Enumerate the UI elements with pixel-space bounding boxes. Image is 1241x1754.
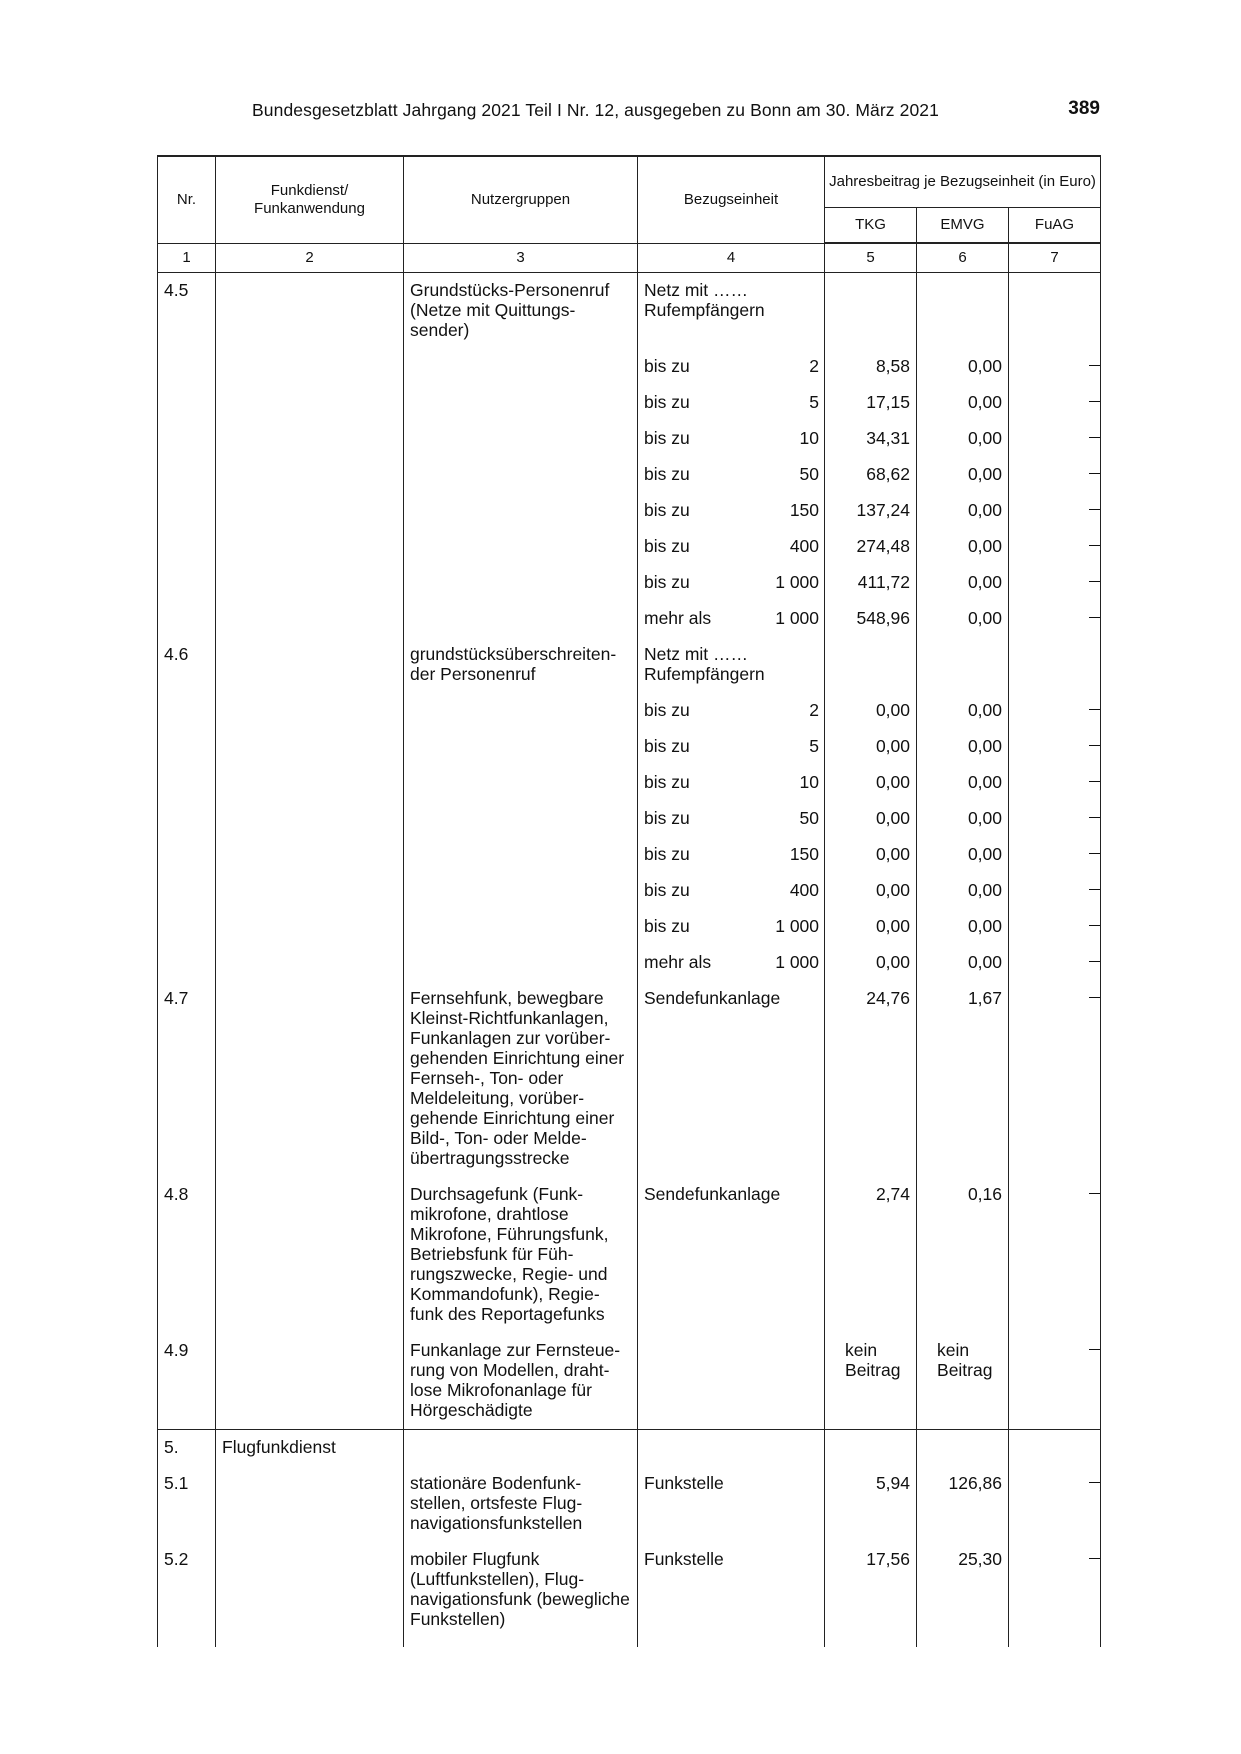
cell-nutzergruppen [404,801,638,837]
cell-funkdienst [216,693,404,729]
cell-fuag [1009,601,1101,637]
cell-nutzergruppen [404,729,638,765]
cell-tkg: 2,74 [825,1177,917,1333]
cell-bezugseinheit: bis zu [638,529,761,565]
column-number: 4 [638,243,825,273]
column-number-row [158,243,1101,273]
cell-nr [158,693,216,729]
cell-tkg: 0,00 [825,765,917,801]
cell-funkdienst [216,1333,404,1430]
cell-fuag [1009,457,1101,493]
cell-menge: 400 [761,529,825,565]
table-row [158,1333,1101,1430]
table-row [158,1466,1101,1542]
cell-funkdienst [216,385,404,421]
cell-funkdienst [216,801,404,837]
cell-emvg [917,1430,1009,1467]
dash-mark [1089,1482,1100,1483]
dash-mark [1089,745,1100,746]
cell-emvg: 0,00 [917,945,1009,981]
cell-funkdienst [216,273,404,350]
col-header-funkdienst: Funkdienst/ Funkanwendung [216,156,404,243]
cell-nutzergruppen [404,601,638,637]
cell-menge [761,1333,825,1430]
cell-fuag [1009,945,1101,981]
cell-nutzergruppen [404,693,638,729]
cell-menge: 50 [761,457,825,493]
cell-emvg: 0,00 [917,529,1009,565]
cell-tkg: 34,31 [825,421,917,457]
cell-menge: 400 [761,873,825,909]
cell-nutzergruppen [404,385,638,421]
cell-funkdienst [216,493,404,529]
col-header-nr: Nr. [158,156,216,243]
table-row [158,1542,1101,1647]
column-number: 2 [216,243,404,273]
cell-funkdienst [216,601,404,637]
cell-bezugseinheit: Funkstelle [638,1542,761,1647]
cell-bezugseinheit: bis zu [638,801,761,837]
cell-funkdienst [216,729,404,765]
cell-funkdienst [216,1542,404,1647]
cell-menge: 2 [761,693,825,729]
cell-bezugseinheit [638,1333,761,1430]
cell-fuag [1009,1542,1101,1647]
cell-bezugseinheit: mehr als [638,601,761,637]
cell-bezugseinheit: bis zu [638,349,761,385]
cell-tkg [825,273,917,350]
cell-fuag [1009,273,1101,350]
cell-funkdienst [216,765,404,801]
cell-funkdienst [216,873,404,909]
cell-fuag [1009,1466,1101,1542]
cell-emvg: 0,00 [917,837,1009,873]
cell-nr [158,421,216,457]
cell-tkg: 0,00 [825,801,917,837]
cell-menge: 2 [761,349,825,385]
cell-tkg: 411,72 [825,565,917,601]
cell-bezugseinheit: bis zu [638,909,761,945]
dash-mark [1089,545,1100,546]
cell-bezugseinheit: Netz mit …… Rufempfängern [638,273,761,350]
table-row [158,273,1101,350]
cell-menge [761,1430,825,1467]
col-header-nutzergruppen: Nutzergruppen [404,156,638,243]
cell-nutzergruppen [404,457,638,493]
dash-mark [1089,781,1100,782]
cell-bezugseinheit: bis zu [638,693,761,729]
cell-fuag [1009,349,1101,385]
cell-bezugseinheit: bis zu [638,729,761,765]
cell-nutzergruppen: Fernsehfunk, bewegbare Kleinst-Richtfunkanlagen, Funkanlagen zur vorüber-gehenden Einrichtung einer Fernseh-, Ton- oder Meldeleitung, vorüber-gehende Einrichtung einer Bild-, Ton- oder Melde-übertragungsstrecke [404,981,638,1177]
cell-fuag [1009,693,1101,729]
cell-nutzergruppen [404,909,638,945]
dash-mark [1089,473,1100,474]
cell-tkg: 5,94 [825,1466,917,1542]
column-number: 1 [158,243,216,273]
cell-nr [158,801,216,837]
page-header [252,98,1100,126]
cell-nr [158,873,216,909]
table-row [158,529,1101,565]
cell-tkg: 17,56 [825,1542,917,1647]
cell-funkdienst [216,837,404,873]
cell-tkg: 0,00 [825,837,917,873]
dash-mark [1089,365,1100,366]
cell-nr: 5. [158,1430,216,1467]
col-header-bezugseinheit: Bezugseinheit [638,156,825,243]
cell-nutzergruppen [404,1430,638,1467]
cell-funkdienst: Flugfunkdienst [216,1430,404,1467]
cell-emvg: 0,00 [917,457,1009,493]
cell-bezugseinheit: bis zu [638,421,761,457]
cell-nr: 4.7 [158,981,216,1177]
cell-nr [158,909,216,945]
table-row [158,909,1101,945]
col-header-jahresbeitrag: Jahresbeitrag je Bezugseinheit (in Euro) [825,156,1101,208]
cell-nr [158,349,216,385]
cell-menge: 1 000 [761,565,825,601]
cell-emvg: 0,00 [917,385,1009,421]
table-row [158,637,1101,693]
cell-menge: 5 [761,385,825,421]
cell-nutzergruppen [404,493,638,529]
column-number: 3 [404,243,638,273]
table-row [158,837,1101,873]
column-number: 6 [917,243,1009,273]
cell-emvg: 0,00 [917,909,1009,945]
cell-emvg: 0,00 [917,765,1009,801]
cell-menge: 50 [761,801,825,837]
cell-nutzergruppen: Funkanlage zur Fernsteue-rung von Modellen, draht-lose Mikrofonanlage für Hörgeschädigte [404,1333,638,1430]
cell-fuag [1009,801,1101,837]
cell-nr: 5.1 [158,1466,216,1542]
cell-nr [158,837,216,873]
cell-tkg: 548,96 [825,601,917,637]
table-row [158,421,1101,457]
column-number: 7 [1009,243,1101,273]
cell-fuag [1009,1177,1101,1333]
cell-funkdienst [216,945,404,981]
cell-menge: 5 [761,729,825,765]
cell-bezugseinheit: mehr als [638,945,761,981]
dash-mark [1089,997,1100,998]
cell-nr: 4.5 [158,273,216,350]
table-row [158,873,1101,909]
dash-mark [1089,853,1100,854]
cell-bezugseinheit: Sendefunkanlage [638,1177,761,1333]
cell-nutzergruppen [404,421,638,457]
table-row [158,1430,1101,1467]
cell-fuag [1009,729,1101,765]
table-body [158,273,1101,1648]
cell-fuag [1009,765,1101,801]
cell-nutzergruppen [404,837,638,873]
cell-emvg: 25,30 [917,1542,1009,1647]
cell-fuag [1009,493,1101,529]
cell-tkg: 274,48 [825,529,917,565]
cell-tkg [825,1430,917,1467]
cell-emvg: 0,00 [917,565,1009,601]
cell-nutzergruppen [404,529,638,565]
cell-fuag [1009,981,1101,1177]
dash-mark [1089,889,1100,890]
cell-nutzergruppen: stationäre Bodenfunk-stellen, ortsfeste Flug-navigationsfunkstellen [404,1466,638,1542]
dash-mark [1089,401,1100,402]
cell-nutzergruppen [404,765,638,801]
dash-mark [1089,581,1100,582]
cell-bezugseinheit: bis zu [638,385,761,421]
col-header-fuag: FuAG [1009,208,1101,244]
cell-nr [158,729,216,765]
fee-table [157,155,1101,1647]
cell-nr [158,565,216,601]
cell-bezugseinheit: Funkstelle [638,1466,761,1542]
table-row [158,565,1101,601]
cell-bezugseinheit: Sendefunkanlage [638,981,761,1177]
table-row [158,493,1101,529]
dash-mark [1089,817,1100,818]
cell-tkg: 0,00 [825,909,917,945]
cell-funkdienst [216,349,404,385]
table-row [158,693,1101,729]
cell-funkdienst [216,529,404,565]
table-row [158,349,1101,385]
cell-funkdienst [216,421,404,457]
cell-menge: 1 000 [761,945,825,981]
cell-nr: 5.2 [158,1542,216,1647]
cell-funkdienst [216,637,404,693]
cell-fuag [1009,837,1101,873]
cell-tkg: 24,76 [825,981,917,1177]
cell-emvg: 0,00 [917,693,1009,729]
page-number: 389 [1068,98,1100,119]
cell-emvg: 0,00 [917,349,1009,385]
table-row [158,801,1101,837]
cell-nutzergruppen: grundstücksüberschreiten-der Personenruf [404,637,638,693]
col-header-tkg: TKG [825,208,917,244]
cell-fuag [1009,565,1101,601]
cell-fuag [1009,873,1101,909]
cell-fuag [1009,385,1101,421]
cell-nr [158,493,216,529]
cell-tkg: 17,15 [825,385,917,421]
table-row [158,945,1101,981]
cell-nutzergruppen [404,873,638,909]
cell-tkg [825,637,917,693]
dash-mark [1089,437,1100,438]
cell-bezugseinheit: Netz mit …… Rufempfängern [638,637,761,693]
cell-fuag [1009,1333,1101,1430]
dash-mark [1089,1349,1100,1350]
dash-mark [1089,1558,1100,1559]
cell-emvg [917,273,1009,350]
cell-menge [761,637,825,693]
table-row [158,981,1101,1177]
cell-emvg: 0,00 [917,421,1009,457]
cell-emvg: kein Beitrag [917,1333,1009,1430]
cell-funkdienst [216,981,404,1177]
cell-nr: 4.6 [158,637,216,693]
cell-funkdienst [216,565,404,601]
cell-fuag [1009,529,1101,565]
cell-nr [158,385,216,421]
dash-mark [1089,925,1100,926]
table-row [158,765,1101,801]
cell-tkg: 0,00 [825,945,917,981]
cell-emvg: 0,00 [917,729,1009,765]
cell-fuag [1009,1430,1101,1467]
table-row [158,729,1101,765]
cell-nr: 4.9 [158,1333,216,1430]
cell-menge: 1 000 [761,601,825,637]
cell-emvg: 0,00 [917,493,1009,529]
cell-fuag [1009,637,1101,693]
dash-mark [1089,709,1100,710]
cell-nutzergruppen: Durchsagefunk (Funk-mikrofone, drahtlose Mikrofone, Führungsfunk, Betriebsfunk für Füh-rungszwecke, Regie- und Kommandofunk), Regie-funk des Reportagefunks [404,1177,638,1333]
cell-funkdienst [216,909,404,945]
cell-menge [761,1466,825,1542]
cell-funkdienst [216,1177,404,1333]
cell-tkg: kein Beitrag [825,1333,917,1430]
cell-nr [158,765,216,801]
cell-menge [761,1542,825,1647]
cell-tkg: 137,24 [825,493,917,529]
cell-fuag [1009,421,1101,457]
cell-tkg: 68,62 [825,457,917,493]
cell-menge [761,981,825,1177]
cell-funkdienst [216,457,404,493]
cell-menge: 10 [761,765,825,801]
table-row [158,1177,1101,1333]
dash-mark [1089,617,1100,618]
col-header-emvg: EMVG [917,208,1009,244]
dash-mark [1089,509,1100,510]
cell-emvg: 0,00 [917,601,1009,637]
cell-emvg: 0,16 [917,1177,1009,1333]
table-row [158,457,1101,493]
running-title: Bundesgesetzblatt Jahrgang 2021 Teil I Nr. 12, ausgegeben zu Bonn am 30. März 2021 [252,100,939,120]
cell-emvg: 0,00 [917,873,1009,909]
cell-tkg: 0,00 [825,693,917,729]
cell-menge: 150 [761,837,825,873]
cell-emvg: 126,86 [917,1466,1009,1542]
cell-emvg [917,637,1009,693]
cell-bezugseinheit: bis zu [638,837,761,873]
cell-nr [158,529,216,565]
cell-nutzergruppen: mobiler Flugfunk (Luftfunkstellen), Flug-navigationsfunk (bewegliche Funkstellen) [404,1542,638,1647]
cell-tkg: 0,00 [825,873,917,909]
cell-menge [761,273,825,350]
cell-nr [158,457,216,493]
cell-bezugseinheit: bis zu [638,765,761,801]
cell-nr: 4.8 [158,1177,216,1333]
cell-menge: 150 [761,493,825,529]
table-row [158,601,1101,637]
dash-mark [1089,1193,1100,1194]
cell-nutzergruppen [404,349,638,385]
cell-nutzergruppen [404,945,638,981]
cell-emvg: 1,67 [917,981,1009,1177]
cell-funkdienst [216,1466,404,1542]
table-row [158,385,1101,421]
cell-nutzergruppen [404,565,638,601]
cell-nutzergruppen: Grundstücks-Personenruf (Netze mit Quittungs-sender) [404,273,638,350]
cell-bezugseinheit: bis zu [638,565,761,601]
cell-bezugseinheit: bis zu [638,457,761,493]
cell-bezugseinheit [638,1430,761,1467]
cell-bezugseinheit: bis zu [638,493,761,529]
cell-fuag [1009,909,1101,945]
cell-bezugseinheit: bis zu [638,873,761,909]
column-number: 5 [825,243,917,273]
cell-menge: 1 000 [761,909,825,945]
cell-tkg: 0,00 [825,729,917,765]
cell-nr [158,601,216,637]
cell-emvg: 0,00 [917,801,1009,837]
dash-mark [1089,961,1100,962]
cell-nr [158,945,216,981]
cell-menge: 10 [761,421,825,457]
cell-tkg: 8,58 [825,349,917,385]
